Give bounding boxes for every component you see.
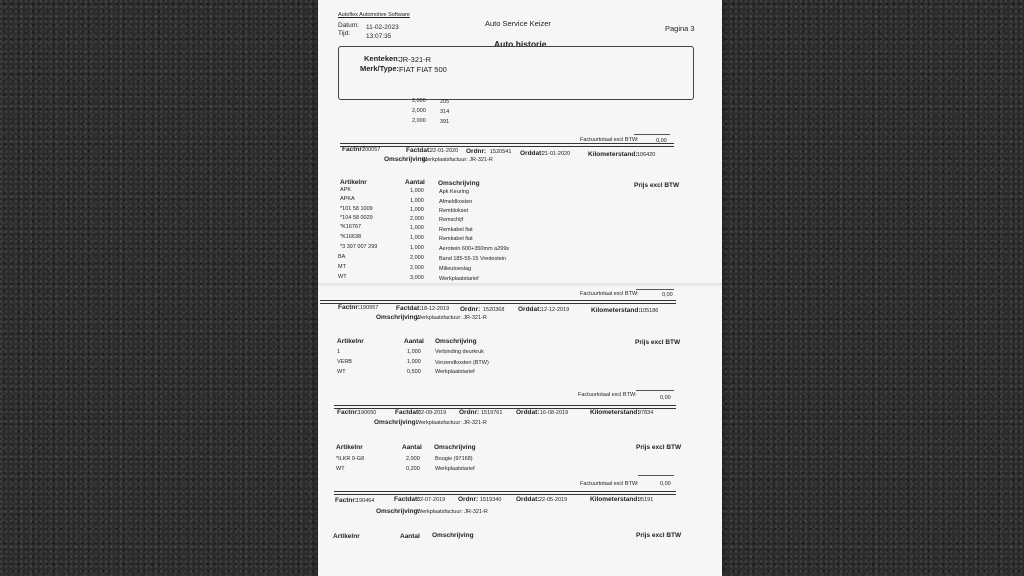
carry-total-value: 0,00: [656, 138, 667, 144]
ordnr-value: 1519761: [481, 410, 503, 416]
item-omschrijving: Werkplaatstarief: [435, 466, 475, 472]
item-artikelnr: *K16638: [340, 234, 362, 240]
item-omschrijving: Werkplaatstarief: [435, 369, 475, 375]
total-box-line: [636, 289, 674, 290]
factdat-label: Factdat:: [396, 305, 422, 312]
item-aantal: 0,500: [407, 369, 421, 375]
omschrijving-label: Omschrijving:: [374, 419, 418, 426]
item-aantal: 1,000: [410, 245, 424, 251]
orddat-value: 12-12-2019: [541, 307, 570, 313]
item-omschrijving: Remkabel fiat: [439, 227, 473, 233]
orddat-label: Orddat:: [520, 150, 544, 157]
omschrijving-label: Omschrijving:: [376, 508, 420, 515]
ordnr-value: 1519340: [480, 497, 502, 503]
km-value: 106420: [637, 152, 656, 158]
item-omschrijving: Remschijf: [439, 217, 464, 223]
kenteken-label: Kenteken:: [364, 54, 401, 63]
company-name: Auto Service Keizer: [485, 19, 551, 28]
col-artikelnr: Artikelnr: [336, 444, 363, 451]
item-aantal: 0,200: [406, 466, 420, 472]
total-box-line: [638, 475, 674, 476]
software-name: Autoflex Automotive Software: [338, 12, 410, 18]
col-artikelnr: Artikelnr: [340, 179, 367, 186]
item-omschrijving: Band 185-55-15 Vredestein: [439, 256, 507, 262]
factdat-value: 02-07-2019: [417, 497, 446, 503]
item-artikelnr: WT: [337, 369, 346, 375]
factdat-value: 18-12-2019: [421, 306, 450, 312]
ordnr-label: Ordnr:: [458, 496, 479, 503]
kenteken-value: JR-321-R: [399, 55, 432, 64]
item-omschrijving: Remkabel fiat: [439, 236, 473, 242]
km-label: Kilometerstand:: [590, 496, 640, 503]
factdat-label: Factdat:: [395, 409, 421, 416]
col-aantal: Aantal: [404, 338, 424, 345]
item-artikelnr: WT: [336, 466, 345, 472]
item-aantal: 1,000: [410, 198, 424, 204]
factnr-label: Factnr:: [337, 409, 360, 416]
col-prijs: Prijs excl BTW: [634, 182, 680, 189]
factdat-label: Factdat:: [394, 496, 420, 503]
km-value: 97834: [638, 410, 654, 416]
km-label: Kilometerstand:: [588, 151, 638, 158]
factnr-label: Factnr:: [342, 146, 365, 153]
total-value: 0,00: [660, 395, 671, 401]
item-aantal: 3,000: [410, 275, 424, 281]
factnr-label: Factnr:: [335, 497, 358, 504]
omschrijving-label: Omschrijving:: [376, 314, 420, 321]
factnr-value: 190464: [356, 498, 375, 504]
page-title: Auto historie: [494, 39, 547, 49]
ordnr-label: Ordnr:: [459, 409, 480, 416]
item-artikelnr: *K16767: [340, 224, 362, 230]
item-omschrijving: Verbinding deurkruk: [435, 349, 484, 355]
item-omschrijving: Werkplaatstarief: [439, 276, 479, 282]
col-prijs: Prijs excl BTW: [636, 532, 682, 539]
total-box-line: [634, 134, 670, 135]
col-prijs: Prijs excl BTW: [636, 444, 682, 451]
carry-code: 391: [440, 119, 450, 125]
item-aantal: 2,000: [410, 216, 424, 222]
page-number: Pagina 3: [665, 24, 695, 33]
item-aantal: 1,000: [410, 225, 424, 231]
omschrijving-value: Werkplaatsfactuur: JR-321-R: [422, 157, 493, 163]
omschrijving-label: Omschrijving:: [384, 156, 428, 163]
item-aantal: 1,000: [410, 235, 424, 241]
carry-aantal: 2,000: [412, 98, 426, 104]
item-artikelnr: MT: [338, 264, 346, 270]
item-artikelnr: BA: [338, 254, 346, 260]
col-omschrijving: Omschrijving: [435, 338, 477, 345]
col-artikelnr: Artikelnr: [333, 533, 360, 540]
orddat-label: Orddat:: [516, 496, 540, 503]
omschrijving-value: Werkplaatsfactuur: JR-321-R: [416, 420, 487, 426]
orddat-value: 21-01-2020: [542, 151, 571, 157]
orddat-value: 22-05-2019: [539, 497, 568, 503]
factdat-value: 22-01-2020: [430, 148, 459, 154]
item-artikelnr: 1: [337, 349, 341, 355]
carry-code: 205: [440, 99, 450, 105]
total-label: Factuurtotaal excl BTW:: [578, 392, 637, 398]
item-artikelnr: APKA: [340, 196, 355, 202]
col-aantal: Aantal: [400, 533, 420, 540]
item-aantal: 1,000: [410, 188, 424, 194]
merk-label: Merk/Type:: [360, 64, 400, 73]
total-label: Factuurtotaal excl BTW:: [580, 481, 639, 487]
carry-aantal: 2,000: [412, 108, 426, 114]
item-omschrijving: Aerotwin 600+350mm a299s: [439, 246, 510, 252]
item-artikelnr: APK: [340, 187, 352, 193]
col-omschrijving: Omschrijving: [434, 444, 476, 451]
col-artikelnr: Artikelnr: [337, 338, 364, 345]
orddat-label: Orddat:: [516, 409, 540, 416]
omschrijving-value: Werkplaatsfactuur: JR-321-R: [417, 509, 488, 515]
total-box-line: [636, 390, 674, 391]
km-value: 105186: [640, 308, 659, 314]
invoice-history-paper: [318, 0, 722, 576]
item-artikelnr: *104 58 0029: [340, 215, 373, 221]
item-artikelnr: WT: [338, 274, 347, 280]
item-omschrijving: Verzendkosten (BTW): [435, 360, 489, 366]
factnr-value: 190957: [360, 305, 379, 311]
item-omschrijving: Bougie (97168): [435, 456, 473, 462]
invoice-divider: [340, 143, 674, 147]
item-omschrijving: Afmeldkosten: [439, 199, 473, 205]
factnr-value: 200057: [362, 147, 381, 153]
item-omschrijving: Apk Keuring: [439, 189, 469, 195]
paper-fold: [318, 283, 722, 287]
ordnr-value: 1520368: [483, 307, 505, 313]
col-aantal: Aantal: [405, 179, 425, 186]
item-aantal: 1,000: [410, 207, 424, 213]
total-value: 0,00: [660, 481, 671, 487]
item-artikelnr: *ILKR 9-G8: [336, 456, 365, 462]
invoice-divider: [320, 300, 676, 304]
item-artikelnr: *101 58 1009: [340, 206, 373, 212]
datum-value: 11-02-2023: [366, 24, 399, 31]
col-aantal: Aantal: [402, 444, 422, 451]
km-value: 95191: [638, 497, 654, 503]
item-aantal: 2,000: [410, 265, 424, 271]
km-label: Kilometerstand:: [591, 307, 641, 314]
carry-aantal: 2,000: [412, 118, 426, 124]
omschrijving-value: Werkplaatsfactuur: JR-321-R: [416, 315, 487, 321]
item-aantal: 2,000: [406, 456, 420, 462]
item-aantal: 1,000: [407, 349, 421, 355]
orddat-value: 16-08-2019: [540, 410, 569, 416]
tijd-label: Tijd:: [338, 30, 351, 37]
item-aantal: 2,000: [410, 255, 424, 261]
item-omschrijving: Remblokset: [439, 208, 469, 214]
item-artikelnr: VERB: [337, 359, 352, 365]
col-omschrijving: Omschrijving: [438, 180, 480, 187]
item-omschrijving: Milieutoeslag: [439, 266, 472, 272]
invoice-divider: [334, 491, 676, 495]
col-omschrijving: Omschrijving: [432, 532, 474, 539]
total-label: Factuurtotaal excl BTW:: [580, 291, 639, 297]
col-prijs: Prijs excl BTW: [635, 339, 681, 346]
merk-value: FIAT FIAT 500: [399, 65, 447, 74]
datum-label: Datum:: [338, 22, 359, 29]
tijd-value: 13:07:35: [366, 33, 392, 40]
carry-total-label: Factuurtotaal excl BTW:: [580, 137, 639, 143]
total-value: 0,00: [662, 292, 673, 298]
factnr-label: Factnr:: [338, 304, 361, 311]
factdat-value: 02-09-2019: [418, 410, 447, 416]
ordnr-label: Ordnr:: [460, 306, 481, 313]
ordnr-label: Ordnr:: [466, 148, 487, 155]
item-artikelnr: *3 397 007 299: [340, 244, 378, 250]
ordnr-value: 1520541: [490, 149, 512, 155]
item-aantal: 1,000: [407, 359, 421, 365]
factnr-value: 190650: [358, 410, 377, 416]
orddat-label: Orddat:: [518, 306, 542, 313]
carry-code: 314: [440, 109, 450, 115]
km-label: Kilometerstand:: [590, 409, 640, 416]
factdat-label: Factdat:: [406, 147, 432, 154]
